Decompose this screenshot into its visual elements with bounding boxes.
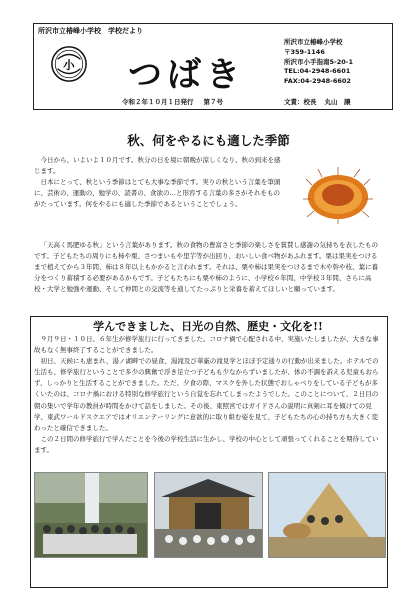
- toshogu-shrine-photo: [154, 472, 263, 558]
- editor-name: 丸山 譲: [324, 98, 351, 106]
- article1-body-bottom: [34, 233, 382, 301]
- article1-paragraph: 「天高く馬肥ゆる秋」という言葉があります。秋の食物の豊富さと季節の楽しさを賞賛し感謝の気持ちを表したものです。子どもたちの周りにも柿や栗、さつまいもや里芋等が出回り、おいしい食べ物があふれます。栗は果実をつけるまで植えてから３年間、柿は８年以上もかかると言われます。それは、栗や柿は果実をつけるまで木や幹や枝、葉に養分をつくり蓄積する必要があるからです。子どもたちにも栗や柿のように、小学校６年間、中学校３年間、さらに高校・大学と勉強や運動、そして仲間との交流等を通してたっぷりと栄養を蓄えてほしいと願っています。: [34, 240, 378, 293]
- chestnut-illustration-icon: [302, 165, 374, 225]
- issue-line: [122, 97, 233, 106]
- school-address-block: [284, 38, 353, 87]
- editor-label: 文責：校長: [284, 98, 317, 106]
- postal-code: 〒359-1146: [284, 47, 325, 56]
- article1-body-top: [34, 155, 284, 210]
- article2-body: [34, 334, 382, 456]
- world-square-photo: [268, 472, 386, 558]
- article1-paragraph: 今日から、いよいよ１０月です。秋分の日を境に朝晩が涼しくなり、秋の到来を感じます。: [34, 156, 281, 176]
- article2-paragraph: 初日、天候にも恵まれ、湯ノ湖畔での昼食、湯滝及び華厳の滝見学とほぼ予定通りの行動が出来ました。ホテルでの生活も、修学旅行ということで多少の興奮で浮き足立つ子どもも少なからずいましたが、体の不調を訴える児童もおらず、しっかりと生活することができました。ただ、夕食の際、マスクを外した状態でおしゃべりをしている子どもが多くいたのは、コロナ禍における特別な修学旅行という自覚を忘れてしまったようでした。このことについて、２日目の朝の集いで学年の教員が時間をかけて話をしました。その後、東照宮ではガイドさんの説明に真剣に耳を傾けての見学、東武ワールドスクエアではオリエンテーリングに意欲的に取り組む姿を見て、子どもたちの心の持ち方も大きく変わったと確信できました。: [34, 357, 379, 432]
- editor-line: [284, 97, 359, 106]
- header-school-label: 所沢市立椿峰小学校 学校だより: [38, 27, 143, 35]
- newsletter-title: つばき: [128, 55, 245, 95]
- address: 所沢市小手指南5-20-1: [284, 57, 353, 66]
- school-name: 所沢市立椿峰小学校: [284, 38, 343, 46]
- article2-heading: 学んできました、日光の自然、歴史・文化を!!: [93, 320, 323, 333]
- waterfall-group-photo: [34, 472, 148, 558]
- article2-paragraph: ９月９日・１０日、６年生が修学旅行に行ってきました。コロナ禍で心配される中、実施いたしましたが、大きな事故もなく無事終了することができました。: [34, 335, 379, 355]
- issue-date: 令和２年１０月１日発行: [122, 98, 194, 106]
- article2-paragraph: この２日間の修学旅行で学んだことを今後の学校生活に生かし、学校の中心として頑張ってくれることを期待しています。: [34, 434, 379, 454]
- logo-char: 小: [63, 57, 75, 72]
- phone: TEL:04-2948-6601: [284, 67, 351, 76]
- article1-heading: 秋、何をやるにも適した季節: [127, 133, 290, 148]
- issue-number: 第７号: [203, 98, 223, 106]
- article1-paragraph: 日本にとって、秋という季節はとても大事な季節です。実りの秋という言葉を筆頭に、芸術の、運動の、勉学の、読書の、食欲の…と形容する言葉の多さがそれをものがたっています。何をやるにも適した季節であるということでしょう。: [34, 178, 281, 209]
- fax: FAX:04-2948-6602: [284, 77, 351, 86]
- school-logo-icon: [50, 45, 88, 83]
